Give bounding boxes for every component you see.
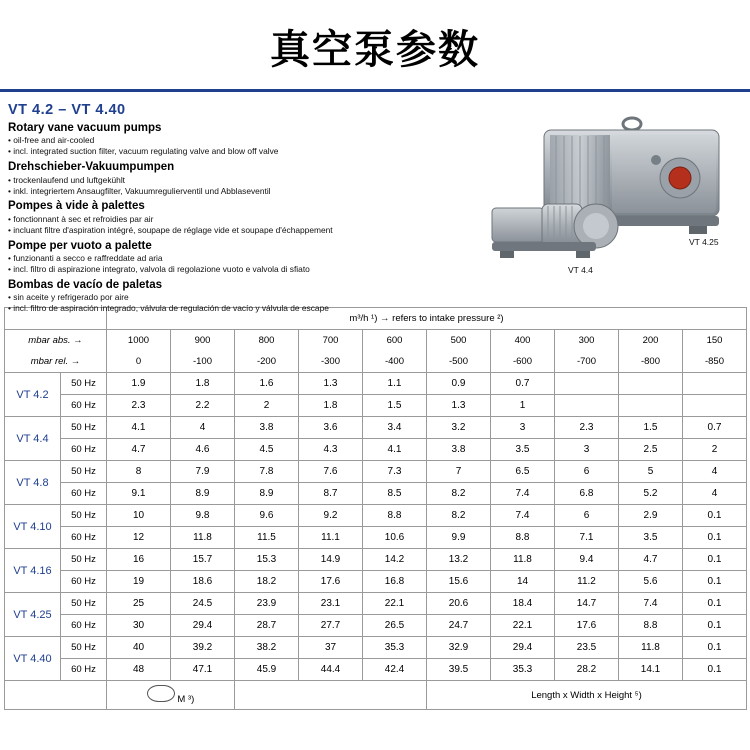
cell: 38.2	[235, 637, 299, 659]
cell: 8	[107, 461, 171, 483]
cell: 15.3	[235, 549, 299, 571]
cell: 8.8	[491, 527, 555, 549]
cell: 7.8	[235, 461, 299, 483]
cell: 14	[491, 571, 555, 593]
cell: 48	[107, 659, 171, 681]
lang-bullet: • sin aceite y refrigerado por aire	[8, 292, 129, 303]
col-abs: 150	[683, 330, 747, 352]
cell: 14.7	[555, 593, 619, 615]
cell: 23.5	[555, 637, 619, 659]
lang-bullet: • trockenlaufend und luftgekühlt	[8, 174, 126, 185]
cell: 42.4	[363, 659, 427, 681]
cell: 44.4	[299, 659, 363, 681]
vacuum-pump-illustration	[484, 108, 744, 298]
cell: 23.1	[299, 593, 363, 615]
cell: 4.7	[619, 549, 683, 571]
lang-bullet: • incl. filtro de aspiración integrado, válvula de regulación de vacío y válvula de escape	[8, 303, 329, 314]
cell: 13.2	[427, 549, 491, 571]
cell: 9.6	[235, 505, 299, 527]
cell: 7.3	[363, 461, 427, 483]
table-row	[5, 659, 747, 681]
cell: 0.7	[491, 373, 555, 395]
small-photo-caption: VT 4.4	[568, 265, 593, 275]
cell: 9.1	[107, 483, 171, 505]
cell: 24.7	[427, 615, 491, 637]
specification-table-footer	[4, 681, 747, 710]
col-rel: -300	[299, 351, 363, 373]
cell: 11.5	[235, 527, 299, 549]
cell: 10	[107, 505, 171, 527]
row-model-label: VT 4.40	[5, 637, 61, 681]
table-row	[5, 461, 747, 483]
cell: 3.8	[427, 439, 491, 461]
table-row	[5, 483, 747, 505]
cell: 8.2	[427, 505, 491, 527]
col-abs: 900	[171, 330, 235, 352]
cell: 16	[107, 549, 171, 571]
cell: 14.2	[363, 549, 427, 571]
cell: 2.2	[171, 395, 235, 417]
col-abs: 700	[299, 330, 363, 352]
cell	[683, 395, 747, 417]
row-model-label: VT 4.4	[5, 417, 61, 461]
cell: 8.5	[363, 483, 427, 505]
cell: 14.9	[299, 549, 363, 571]
col-rel: -800	[619, 351, 683, 373]
cell: 7.4	[619, 593, 683, 615]
col-rel: -850	[683, 351, 747, 373]
cell: 0.1	[683, 505, 747, 527]
cell: 0.1	[683, 527, 747, 549]
cell: 0.9	[427, 373, 491, 395]
cell: 5	[619, 461, 683, 483]
cell: 17.6	[555, 615, 619, 637]
row-model-label: VT 4.10	[5, 505, 61, 549]
cell: 25	[107, 593, 171, 615]
cell: 1	[491, 395, 555, 417]
cell: 45.9	[235, 659, 299, 681]
lang-name: Drehschieber-Vakuumpumpen	[8, 161, 175, 174]
row-hz-label: 50 Hz	[61, 505, 107, 527]
motor-power-text: M ³)	[177, 694, 195, 705]
col-abs: 500	[427, 330, 491, 352]
cell: 19	[107, 571, 171, 593]
col-abs: 400	[491, 330, 555, 352]
specification-table	[4, 307, 747, 681]
col-rel: -200	[235, 351, 299, 373]
large-photo-caption: VT 4.25	[689, 237, 719, 247]
cell: 4.6	[171, 439, 235, 461]
model-range-heading: VT 4.2 – VT 4.40	[8, 102, 126, 118]
cell: 11.2	[555, 571, 619, 593]
cell: 29.4	[491, 637, 555, 659]
cell: 0.1	[683, 549, 747, 571]
cell: 0.1	[683, 659, 747, 681]
lang-name: Pompe per vuoto a palette	[8, 239, 152, 252]
cell: 3.8	[235, 417, 299, 439]
table-row	[5, 373, 747, 395]
cell	[683, 373, 747, 395]
col-abs: 800	[235, 330, 299, 352]
col-rel: -600	[491, 351, 555, 373]
cell: 4.7	[107, 439, 171, 461]
cell: 7.9	[171, 461, 235, 483]
band-title: m³/h ¹) → refers to intake pressure ²)	[107, 308, 747, 330]
cell: 0.1	[683, 637, 747, 659]
row-hz-label: 60 Hz	[61, 659, 107, 681]
cell: 5.2	[619, 483, 683, 505]
row-model-label: VT 4.25	[5, 593, 61, 637]
row-hz-label: 50 Hz	[61, 461, 107, 483]
lang-bullet: • incl. integrated suction filter, vacuum regulating valve and blow off valve	[8, 146, 279, 157]
lang-name: Bombas de vacío de paletas	[8, 278, 163, 291]
cell: 2.3	[107, 395, 171, 417]
dimensions-label: Length x Width x Height ⁵)	[427, 681, 747, 710]
cell: 4.5	[235, 439, 299, 461]
cell: 6	[555, 505, 619, 527]
cell: 1.3	[299, 373, 363, 395]
table-row	[5, 549, 747, 571]
cell: 2.3	[555, 417, 619, 439]
footer-blank-cell-2	[235, 681, 427, 710]
cell: 18.2	[235, 571, 299, 593]
row-hz-label: 60 Hz	[61, 439, 107, 461]
col-rel: -100	[171, 351, 235, 373]
lang-bullet: • incl. filtro di aspirazione integrato, valvola di regolazione vuoto e valvola di sfiato	[8, 263, 310, 274]
cell: 32.9	[427, 637, 491, 659]
cell: 9.2	[299, 505, 363, 527]
cell: 0.1	[683, 593, 747, 615]
cell: 24.5	[171, 593, 235, 615]
row-hz-label: 60 Hz	[61, 571, 107, 593]
lang-bullet: • inkl. integriertem Ansaugfilter, Vakuumregulierventil und Abblaseventil	[8, 185, 271, 196]
cell: 8.2	[427, 483, 491, 505]
cell: 18.6	[171, 571, 235, 593]
col-abs: 300	[555, 330, 619, 352]
cell	[555, 395, 619, 417]
cell: 6.5	[491, 461, 555, 483]
row-hz-label: 50 Hz	[61, 549, 107, 571]
table-header-rel	[5, 351, 747, 373]
cell: 11.8	[619, 637, 683, 659]
row-hz-label: 50 Hz	[61, 417, 107, 439]
col-abs: 200	[619, 330, 683, 352]
cell: 22.1	[363, 593, 427, 615]
cell	[619, 373, 683, 395]
cell: 1.5	[619, 417, 683, 439]
cell: 15.7	[171, 549, 235, 571]
col-rel: 0	[107, 351, 171, 373]
axis-label-abs: mbar abs. →	[5, 330, 107, 352]
cell: 7	[427, 461, 491, 483]
cell	[555, 373, 619, 395]
lang-bullet: • oil-free and air-cooled	[8, 135, 95, 146]
cell: 15.6	[427, 571, 491, 593]
cell: 4.3	[299, 439, 363, 461]
table-header-abs	[5, 330, 747, 352]
table-row	[5, 571, 747, 593]
product-photo-group	[484, 108, 744, 298]
row-hz-label: 60 Hz	[61, 527, 107, 549]
footer-blank-cell	[5, 681, 107, 710]
cell: 1.5	[363, 395, 427, 417]
row-hz-label: 50 Hz	[61, 637, 107, 659]
cell	[619, 395, 683, 417]
cell: 20.6	[427, 593, 491, 615]
cell: 12	[107, 527, 171, 549]
cell: 29.4	[171, 615, 235, 637]
table-row	[5, 439, 747, 461]
cell: 35.3	[491, 659, 555, 681]
header-block	[0, 102, 750, 314]
cell: 3	[555, 439, 619, 461]
cell: 0.1	[683, 571, 747, 593]
cell: 28.7	[235, 615, 299, 637]
row-model-label: VT 4.8	[5, 461, 61, 505]
lang-bullet: • incluant filtre d'aspiration intégré, soupape de réglage vide et soupape d'échappement	[8, 224, 333, 235]
cell: 9.9	[427, 527, 491, 549]
cell: 6.8	[555, 483, 619, 505]
table-row	[5, 505, 747, 527]
cell: 2.9	[619, 505, 683, 527]
cell: 17.6	[299, 571, 363, 593]
cell: 7.4	[491, 483, 555, 505]
row-model-label: VT 4.16	[5, 549, 61, 593]
cell: 8.9	[171, 483, 235, 505]
cell: 3.6	[299, 417, 363, 439]
lang-name: Rotary vane vacuum pumps	[8, 122, 162, 134]
cell: 1.3	[427, 395, 491, 417]
cell: 18.4	[491, 593, 555, 615]
cell: 1.8	[171, 373, 235, 395]
cell: 37	[299, 637, 363, 659]
cell: 10.6	[363, 527, 427, 549]
row-hz-label: 60 Hz	[61, 483, 107, 505]
row-hz-label: 60 Hz	[61, 615, 107, 637]
cell: 14.1	[619, 659, 683, 681]
table-row	[5, 527, 747, 549]
cell: 1.9	[107, 373, 171, 395]
axis-label-rel: mbar rel. →	[5, 351, 107, 373]
cell: 8.9	[235, 483, 299, 505]
cell: 2.5	[619, 439, 683, 461]
cell: 27.7	[299, 615, 363, 637]
cell: 16.8	[363, 571, 427, 593]
cell: 6	[555, 461, 619, 483]
cell: 2	[683, 439, 747, 461]
cell: 8.7	[299, 483, 363, 505]
table-row	[5, 637, 747, 659]
cell: 4.1	[363, 439, 427, 461]
cell: 28.2	[555, 659, 619, 681]
cell: 5.6	[619, 571, 683, 593]
cell: 26.5	[363, 615, 427, 637]
cell: 1.8	[299, 395, 363, 417]
cell: 3	[491, 417, 555, 439]
cell: 40	[107, 637, 171, 659]
col-rel: -500	[427, 351, 491, 373]
cell: 3.2	[427, 417, 491, 439]
cell: 30	[107, 615, 171, 637]
cell: 23.9	[235, 593, 299, 615]
row-hz-label: 50 Hz	[61, 593, 107, 615]
cell: 0.7	[683, 417, 747, 439]
cell: 35.3	[363, 637, 427, 659]
row-model-label: VT 4.2	[5, 373, 61, 417]
cell: 3.4	[363, 417, 427, 439]
cell: 22.1	[491, 615, 555, 637]
cell: 4	[683, 461, 747, 483]
page-title: 真空泵参数	[270, 27, 480, 73]
row-hz-label: 60 Hz	[61, 395, 107, 417]
cell: 9.8	[171, 505, 235, 527]
cell: 1.6	[235, 373, 299, 395]
cell: 47.1	[171, 659, 235, 681]
cell: 7.1	[555, 527, 619, 549]
table-row	[5, 615, 747, 637]
cell: 8.8	[619, 615, 683, 637]
col-rel: -400	[363, 351, 427, 373]
cell: 3.5	[491, 439, 555, 461]
table-row	[5, 395, 747, 417]
cell: 4	[683, 483, 747, 505]
row-hz-label: 50 Hz	[61, 373, 107, 395]
cell: 7.4	[491, 505, 555, 527]
cell: 1.1	[363, 373, 427, 395]
cell: 39.5	[427, 659, 491, 681]
cell: 11.8	[491, 549, 555, 571]
lang-bullet: • fonctionnant à sec et refroidies par air	[8, 213, 154, 224]
title-divider	[0, 89, 750, 92]
table-row	[5, 417, 747, 439]
cell: 7.6	[299, 461, 363, 483]
col-rel: -700	[555, 351, 619, 373]
lang-bullet: • funzionanti a secco e raffreddate ad aria	[8, 253, 163, 264]
lang-name: Pompes à vide à palettes	[8, 200, 145, 213]
cell: 0.1	[683, 615, 747, 637]
cell: 4	[171, 417, 235, 439]
motor-power-label	[107, 681, 235, 710]
cell: 11.1	[299, 527, 363, 549]
cell: 9.4	[555, 549, 619, 571]
cell: 39.2	[171, 637, 235, 659]
cell: 8.8	[363, 505, 427, 527]
cell: 11.8	[171, 527, 235, 549]
cell: 2	[235, 395, 299, 417]
col-abs: 600	[363, 330, 427, 352]
table-row	[5, 593, 747, 615]
motor-icon	[147, 685, 175, 702]
col-abs: 1000	[107, 330, 171, 352]
cell: 4.1	[107, 417, 171, 439]
cell: 3.5	[619, 527, 683, 549]
